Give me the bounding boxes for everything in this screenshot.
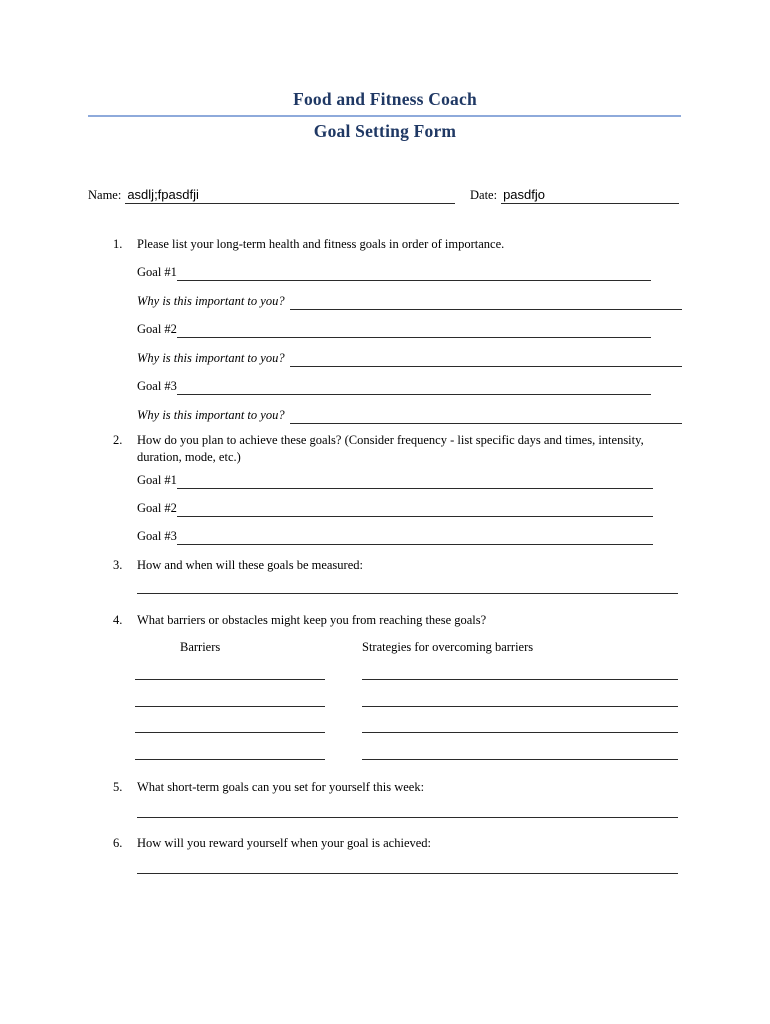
- question-number-5: 5.: [113, 780, 123, 794]
- q5-answer-input[interactable]: [137, 817, 678, 818]
- name-value: asdlj;fpasdfji: [127, 187, 199, 202]
- q1-goal-1-row: [137, 264, 651, 281]
- q2-goal-1-input[interactable]: [177, 473, 653, 489]
- q1-goal-2-input[interactable]: [177, 322, 651, 338]
- name-input[interactable]: [125, 186, 455, 204]
- question-number-6: 6.: [113, 836, 123, 850]
- q1-why-1-input[interactable]: [290, 294, 682, 310]
- strategy-input-1[interactable]: [362, 679, 678, 680]
- question-text-5: What short-term goals can you set for yourself this week:: [137, 780, 425, 794]
- barrier-input-1[interactable]: [135, 679, 325, 680]
- q2-goal-3-input[interactable]: [177, 529, 653, 545]
- page-subtitle: Goal Setting Form: [313, 121, 457, 141]
- strategy-input-4[interactable]: [362, 759, 678, 760]
- q1-why-3-row: [137, 407, 682, 424]
- barrier-input-2[interactable]: [135, 706, 325, 707]
- q2-goal-2-label: Goal #2: [137, 501, 177, 515]
- q2-goal-3-label: Goal #3: [137, 529, 177, 543]
- header-divider: [88, 115, 681, 117]
- q1-goal-3-input[interactable]: [177, 379, 651, 395]
- q3-answer-input[interactable]: [137, 593, 678, 594]
- date-field-group: [470, 186, 679, 204]
- q1-goal-1-input[interactable]: [177, 265, 651, 281]
- q1-why-2-input[interactable]: [290, 351, 682, 367]
- strategies-column-header: Strategies for overcoming barriers: [362, 640, 534, 654]
- q1-why-2-row: [137, 350, 682, 367]
- question-number-4: 4.: [113, 613, 123, 627]
- q2-goal-2-input[interactable]: [177, 501, 653, 517]
- name-label: Name:: [88, 188, 122, 202]
- date-value: pasdfjo: [503, 187, 545, 202]
- date-label: Date:: [470, 188, 498, 202]
- q1-goal-3-label: Goal #3: [137, 379, 177, 393]
- strategy-input-2[interactable]: [362, 706, 678, 707]
- q2-goal-3-row: [137, 528, 653, 545]
- question-text-1: Please list your long-term health and fitness goals in order of importance.: [137, 237, 505, 251]
- question-number-3: 3.: [113, 558, 123, 572]
- q1-why-3-input[interactable]: [290, 408, 682, 424]
- q2-goal-1-row: [137, 472, 653, 489]
- name-field-group: [88, 186, 455, 204]
- q6-answer-input[interactable]: [137, 873, 678, 874]
- q1-why-1-label: Why is this important to you?: [137, 294, 285, 308]
- page-title: Food and Fitness Coach: [293, 89, 477, 109]
- q1-goal-2-row: [137, 321, 651, 338]
- date-input[interactable]: [501, 186, 679, 204]
- barrier-input-3[interactable]: [135, 732, 325, 733]
- document-header: [0, 88, 770, 110]
- barrier-input-4[interactable]: [135, 759, 325, 760]
- question-number-2: 2.: [113, 433, 123, 447]
- q1-why-1-row: [137, 293, 682, 310]
- question-number-1: 1.: [113, 237, 123, 251]
- q1-goal-3-row: [137, 378, 651, 395]
- name-date-row: [88, 186, 682, 208]
- question-text-4: What barriers or obstacles might keep you from reaching these goals?: [137, 613, 487, 627]
- q1-goal-2-label: Goal #2: [137, 322, 177, 336]
- question-text-3: How and when will these goals be measured:: [137, 558, 363, 572]
- q1-why-2-label: Why is this important to you?: [137, 351, 285, 365]
- question-text-6: How will you reward yourself when your goal is achieved:: [137, 836, 432, 850]
- strategy-input-3[interactable]: [362, 732, 678, 733]
- question-text-2: How do you plan to achieve these goals? (Consider frequency - list specific days and times, intensity, duration, mode, etc.): [137, 433, 644, 464]
- q1-why-3-label: Why is this important to you?: [137, 408, 285, 422]
- barriers-column-header: Barriers: [180, 640, 221, 654]
- q1-goal-1-label: Goal #1: [137, 265, 177, 279]
- q2-goal-2-row: [137, 500, 653, 517]
- q2-goal-1-label: Goal #1: [137, 473, 177, 487]
